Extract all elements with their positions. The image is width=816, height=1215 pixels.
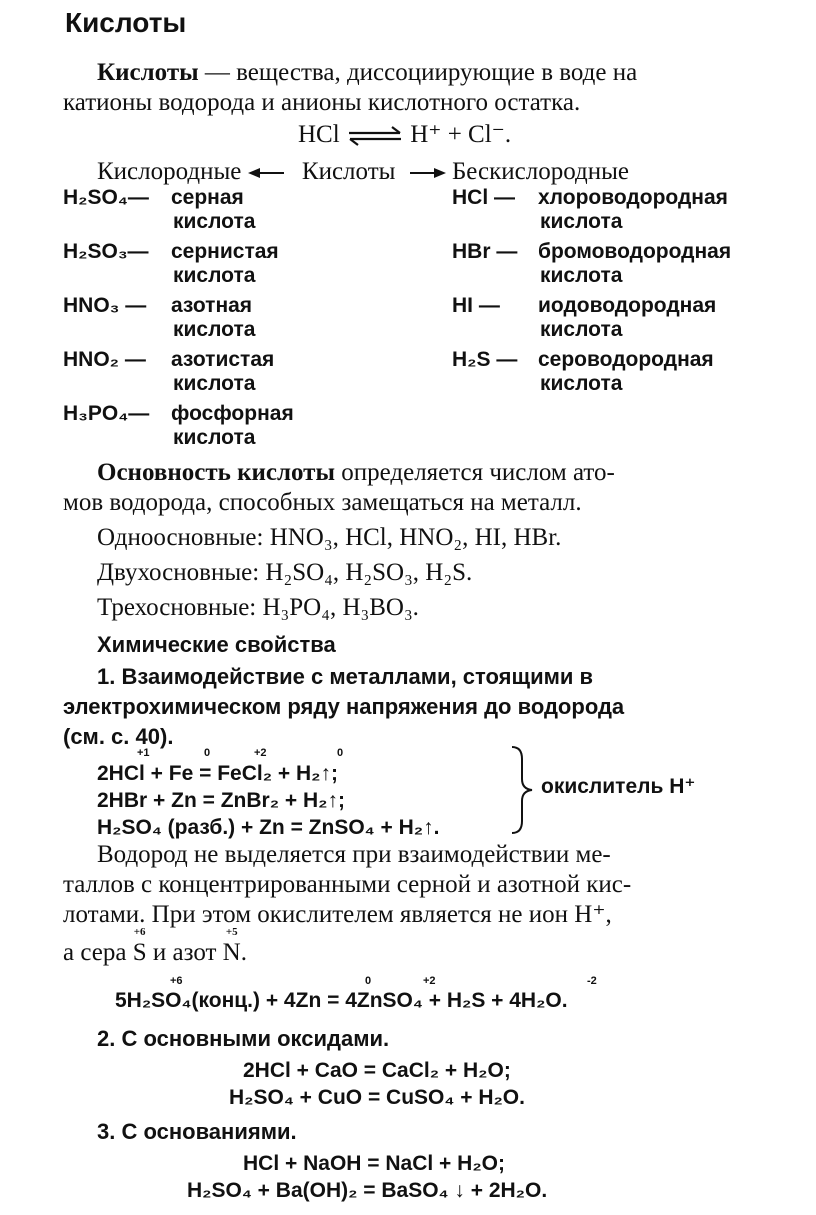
basicity-line-2: мов водорода, способных замещаться на металл. [63, 489, 582, 516]
property-1-line-3: (см. с. 40). [63, 724, 174, 749]
oxidizer-note: окислитель H⁺ [541, 775, 696, 798]
curly-brace-icon [508, 745, 538, 835]
basicity-line-1: Основность кислоты определяется числом ато- [97, 459, 615, 486]
note-line-1: Водород не выделяется при взаимодействии ме- [97, 841, 611, 868]
definition-line-2: катионы водорода и анионы кислотного остатка. [63, 89, 581, 116]
acid-item: HI — иодоводородная кислота [452, 294, 717, 341]
class-oxygen-label: Кислородные [97, 158, 242, 185]
definition-line-1 [97, 58, 637, 88]
equation-hcl-naoh: HCl + NaOH = NaCl + H₂O; [243, 1152, 505, 1175]
arrow-right-icon [408, 166, 446, 180]
equation-h2so4-baoh2: H₂SO₄ + Ba(OH)₂ = BaSO₄ ↓ + 2H₂O. [187, 1179, 548, 1202]
definition-rest: — вещества, диссоциирующие в воде на [198, 59, 638, 86]
acid-item: HNO₃ — азотная кислота [63, 294, 256, 341]
acid-item: H₂S — сероводородная кислота [452, 348, 714, 395]
properties-heading: Химические свойства [97, 632, 336, 657]
equation-h2so4-zn: H₂SO₄ (разб.) + Zn = ZnSO₄ + H₂↑. [97, 816, 440, 839]
basicity-di: Двухосновные: H₂SO₄, H₂SO₃, H₂S. [97, 559, 473, 586]
equilibrium-arrow-icon [346, 126, 404, 146]
acid-item: H₂SO₃— сернистая кислота [63, 240, 279, 287]
definition-term: Кислоты [97, 59, 199, 86]
acid-item: H₂SO₄— серная кислота [63, 186, 256, 233]
class-center-label: Кислоты [301, 158, 396, 185]
textbook-page: Кислоты Кислоты — вещества, диссоциирующие в воде на катионы водорода и анионы кислотного остатка. HCl H⁺ + Cl⁻. Кислородные Кислоты Бескислородные H₂SO₄— серная кислота H₂SO₃— сернистая кислота HNO₃ — азотная кислота HNO₂ — азотистая кислота H₃PO₄— фосфорная кислота HCl — хлороводородная кислота HBr — бромоводородная кислота HI — иодоводородная кислота H₂S — сероводородная кислота Основность кислоты определяется числом ато- мов водорода, способных замещаться на металл. Одноосновные: HNO₃, HCl, HNO₂, HI, HBr. Двухосновные: H₂SO₄, H₂SO₃, H₂S. Трехосновные: H₃PO₄, H₃BO₃. Химические свойства 1. Взаимодействие с металлами, стоящими в электрохимическом ряду напряжения до водорода (см. с. 40). 2HCl + Fe = FeCl₂ + H₂↑; 2HBr + Zn = ZnBr₂ + H₂↑; H₂SO₄ (разб.) + Zn = ZnSO₄ + H₂↑. +1 0 +2 0 окислитель H⁺ Водород не выделяется при взаимодействии ме- таллов с концентрированными серной и азотной кис- лотами. При этом окислителем является не ион H⁺, а сера +6 S и азот +5 N. 5H₂SO₄(конц.) + 4Zn = 4ZnSO₄ + H₂S + 4H₂O. +6 0 +2 -2 2. С основными оксидами. 2HCl + CaO = CaCl₂ + H₂O; H₂SO₄ + CuO = CuSO₄ + H₂O. 3. С основаниями. HCl + NaOH = NaCl + H₂O; H₂SO₄ + Ba(OH)₂ = BaSO₄ ↓ + 2H₂O. [0, 0, 816, 1215]
property-1-line-2: электрохимическом ряду напряжения до водорода [63, 694, 625, 719]
property-3: 3. С основаниями. [97, 1119, 297, 1144]
dissociation-right: H⁺ + Cl⁻. [410, 121, 512, 148]
basicity-mono: Одноосновные: HNO₃, HCl, HNO₂, HI, HBr. [97, 524, 562, 551]
note-line-2: таллов с концентрированными серной и азотной кис- [63, 871, 632, 898]
basicity-tri: Трехосновные: H₃PO₄, H₃BO₃. [97, 594, 419, 621]
note-line-3: лотами. При этом окислителем является не ион H⁺, [63, 901, 612, 928]
page-title: Кислоты [65, 7, 187, 38]
classification-row [97, 157, 629, 187]
equation-hbr-zn: 2HBr + Zn = ZnBr₂ + H₂↑; [97, 789, 345, 812]
note-line-4: а сера +6 S и азот +5 N. [63, 926, 247, 966]
equation-hcl-fe: 2HCl + Fe = FeCl₂ + H₂↑; [97, 762, 338, 785]
metal-reactions-group [97, 760, 439, 841]
acid-item: H₃PO₄— фосфорная кислота [63, 402, 294, 449]
dissociation-left: HCl [298, 121, 340, 148]
acid-item: HNO₂ — азотистая кислота [63, 348, 275, 395]
equation-h2so4-cuo: H₂SO₄ + CuO = CuSO₄ + H₂O. [229, 1086, 525, 1109]
acid-item: HCl — хлороводородная кислота [452, 186, 728, 233]
property-2: 2. С основными оксидами. [97, 1026, 390, 1051]
dissociation-equation [298, 120, 511, 150]
class-oxygen-free-label: Бескислородные [451, 158, 629, 185]
property-1-line-1: 1. Взаимодействие с металлами, стоящими в [97, 664, 594, 689]
arrow-left-icon [248, 166, 286, 180]
equation-hcl-cao: 2HCl + CaO = CaCl₂ + H₂O; [243, 1059, 511, 1082]
acid-item: HBr — бромоводородная кислота [452, 240, 732, 287]
equation-concentrated: 5H₂SO₄(конц.) + 4Zn = 4ZnSO₄ + H₂S + 4H₂O. [115, 989, 568, 1012]
